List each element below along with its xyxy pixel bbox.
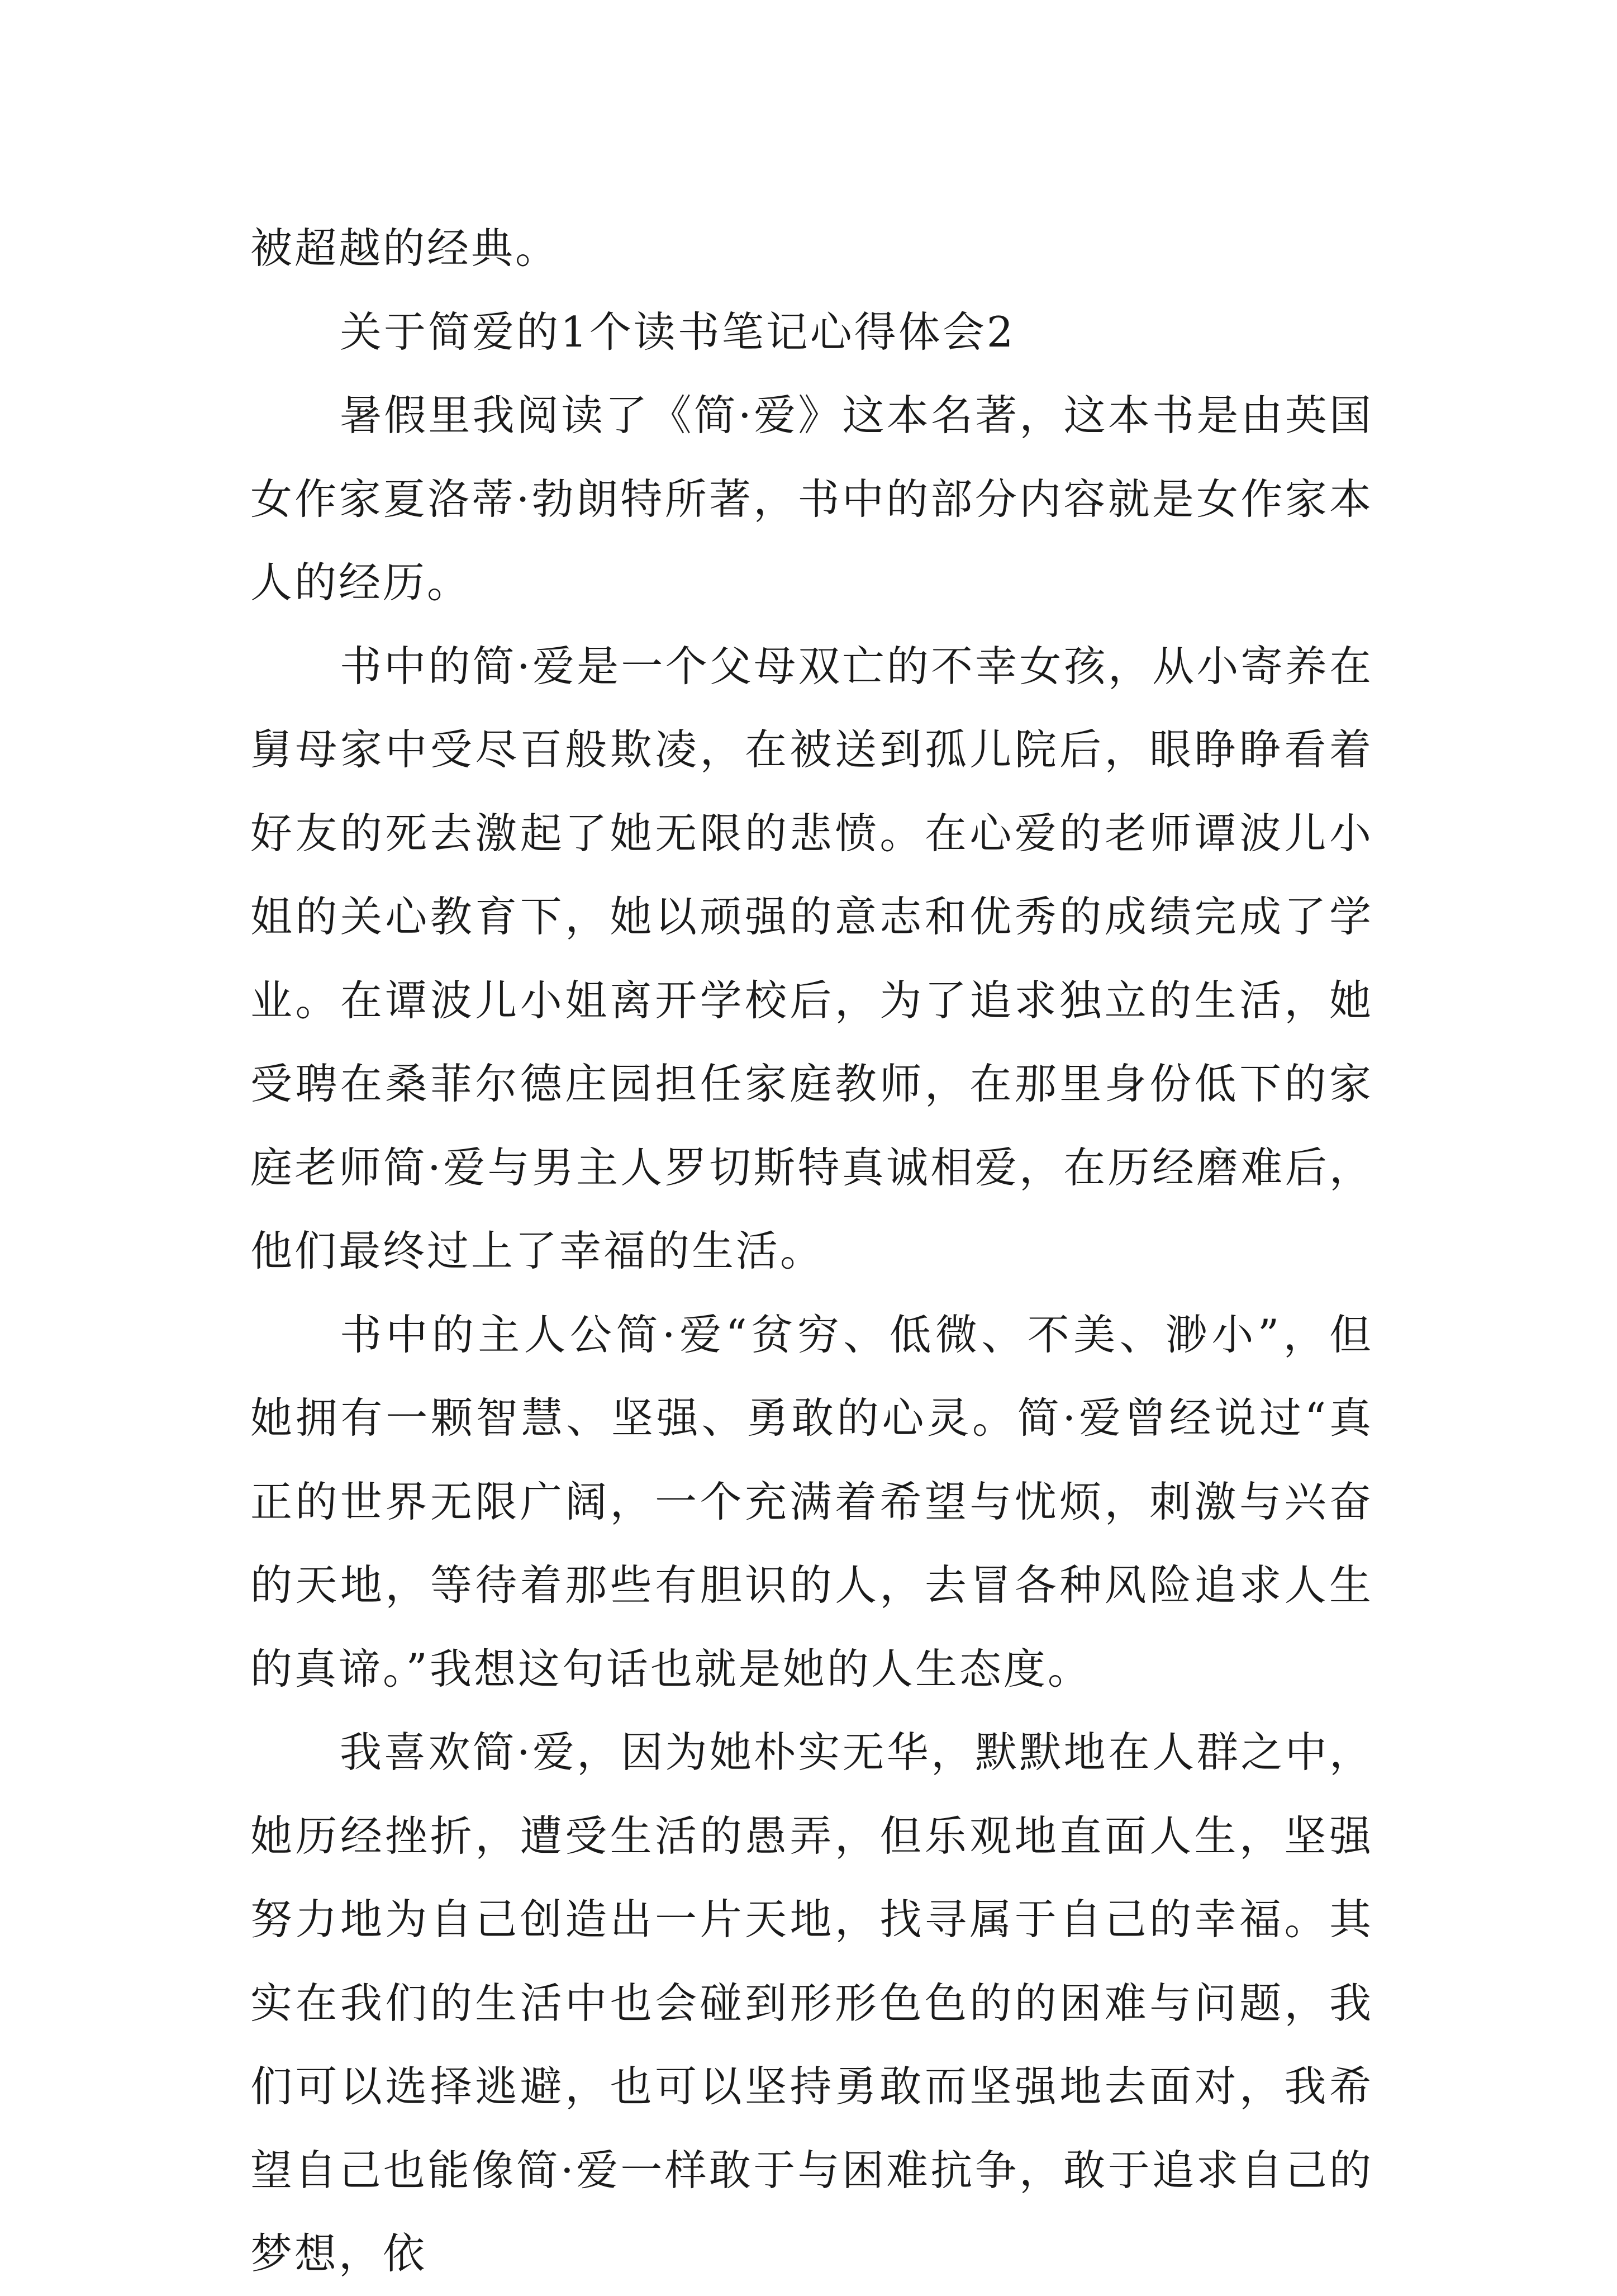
paragraph-reflection: 我喜欢简·爱，因为她朴实无华，默默地在人群之中，她历经挫折，遭受生活的愚弄，但乐观地直面人生，坚强努力地为自己创造出一片天地，找寻属于自己的幸福。其实在我们的生活中也会碰到形形色色的的困难与问题，我们可以选择逃避，也可以坚持勇敢而坚强地去面对，我希望自己也能像简·爱一样敢于与困难抗争，敢于追求自己的梦想，依 xyxy=(250,1728,1373,2278)
paragraph-character: 书中的主人公简·爱“贫穷、低微、不美、渺小”，但她拥有一颗智慧、坚强、勇敢的心灵。简·爱曾经说过“真正的世界无限广阔，一个充满着希望与忧烦，刺激与兴奋的天地，等待着那些有胆识的人，去冒各种风险追求人生的真谛。”我想这句话也就是她的人生态度。 xyxy=(250,1310,1373,1693)
section-heading: 关于简爱的1个读书笔记心得体会2 xyxy=(340,307,1016,357)
paragraph-intro: 暑假里我阅读了《简·爱》这本名著，这本书是由英国女作家夏洛蒂·勃朗特所著，书中的部分内容就是女作家本人的经历。 xyxy=(250,391,1373,607)
paragraph-plot: 书中的简·爱是一个父母双亡的不幸女孩，从小寄养在舅母家中受尽百般欺凌，在被送到孤儿院后，眼睁睁看着好友的死去激起了她无限的悲愤。在心爱的老师谭波儿小姐的关心教育下，她以顽强的意志和优秀的成绩完成了学业。在谭波儿小姐离开学校后，为了追求独立的生活，她受聘在桑菲尔德庄园担任家庭教师，在那里身份低下的家庭老师简·爱与男主人罗切斯特真诚相爱，在历经磨难后，他们最终过上了幸福的生活。 xyxy=(250,641,1373,1275)
document-body xyxy=(250,207,1373,2296)
paragraph-continuation: 被超越的经典。 xyxy=(250,224,560,273)
